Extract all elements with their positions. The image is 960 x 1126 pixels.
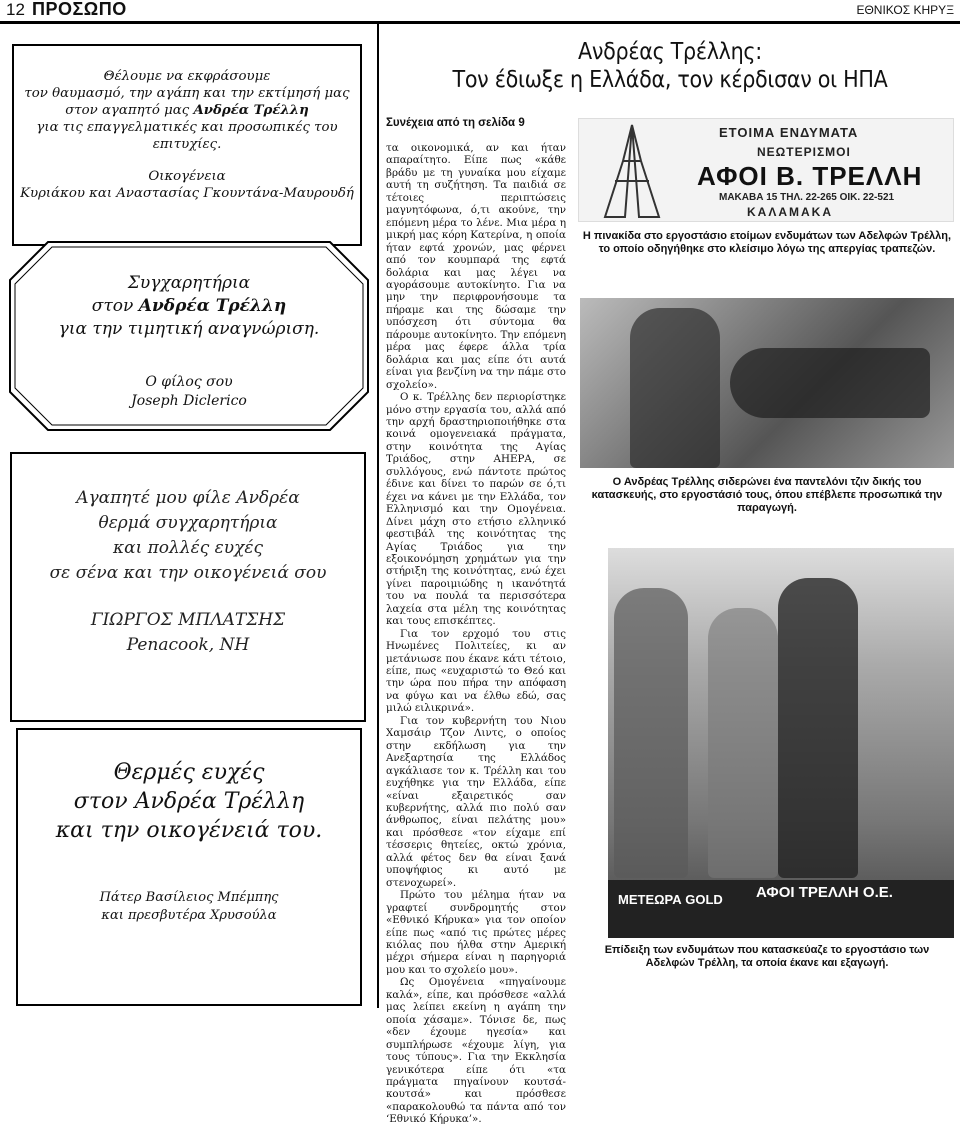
ad-text: και πολλές ευχές: [112, 538, 264, 558]
sign-text: ΑΦΟΙ Β. ΤΡΕΛΛΗ: [697, 161, 923, 191]
ad-text: επιτυχίες.: [152, 137, 222, 152]
ad-signature: Penacook, NH: [126, 635, 250, 655]
banner-text: ΜΕΤΕΩΡΑ GOLD: [618, 892, 723, 907]
photo-caption: Ο Ανδρέας Τρέλλης σιδερώνει ένα παντελόνι τζιν δικής του κατασκευής, στο εργοστάσιό τους, όπου επέβλεπε προσωπικά την παραγωγή.: [591, 476, 943, 514]
man-figure: [630, 308, 720, 468]
ad-signature: Ο φίλος σου: [145, 374, 233, 390]
article-headline: [386, 38, 954, 94]
fashion-show-photo: [608, 548, 954, 938]
ad-text: σε σένα και την οικογένειά σου: [49, 563, 327, 583]
ad-text: και την οικογένειά του.: [55, 818, 323, 843]
sign-text: ΝΕΩΤΕΡΙΣΜΟΙ: [757, 145, 851, 159]
press-machine: [730, 348, 930, 418]
honoree-name: Ανδρέα Τρέλλη: [193, 103, 309, 118]
ad-text: Θερμές ευχές: [113, 760, 265, 785]
article-paragraph: Για τον ερχομό του στις Ηνωμένες Πολιτείες, κι αν μετάνιωσε που έκανε κάτι τέτοιο, είπε, πως «ευχαριστώ το Θεό και την ώρα που πήρα την απόφαση να φύγω και να έλθω εδώ, σας μιλώ ειλικρινά».: [386, 627, 566, 715]
ad-text: στον Ανδρέα Τρέλλη: [91, 296, 287, 316]
photo-caption: Επίδειξη των ενδυμάτων που κατασκεύαζε το εργοστάσιο των Αδελφών Τρέλλη, τα οποία έκανε και εξαγωγή.: [604, 944, 930, 969]
sign-text: ΜΑΚΑΒΑ 15 ΤΗΛ. 22-265 ΟΙΚ. 22-521: [719, 192, 895, 203]
headline-line: Τον έδιωξε η Ελλάδα, τον κέρδισαν οι ΗΠΑ: [452, 67, 888, 93]
ad-text: τον θαυμασμό, την αγάπη και την εκτίμησή μας: [24, 86, 350, 101]
ad-text: θερμά συγχαρητήρια: [98, 513, 278, 533]
newspaper-name: ΕΘΝΙΚΟΣ ΚΗΡΥΞ: [856, 3, 954, 17]
article-paragraph: Ο κ. Τρέλλης δεν περιορίστηκε μόνο στην εργασία του, αλλά από την αρχή δραστηριοποιήθηκε στα κοινά ομογενειακά πράγματα, στην κοινότητα της Αγίας Τριάδος, στην ΑΗΕΡΑ, σε συλλόγους, ενώ πάντοτε πρώτος έδινε και δίνει το παρών σε ό,τι έχει να κάνει με την Ελλάδα, τον Ελληνισμό και την Ομογένεια. Δίνει μάχη στο ετήσιο ελληνικό φεστιβάλ της κοινότητας της Αγίας Τριάδος για την εξοικονόμηση χρημάτων για την στήριξη της κοινότητας, ενώ έχει γίνει παροιμιώδης η ικανότητά του να πουλά τα περισσότερα λαχεία στα μέλη της κοινότητας και τους επισκέπτες.: [386, 391, 566, 628]
ad-box-congratulations: [8, 240, 370, 432]
ad-box-friend-wishes: [10, 452, 366, 722]
sign-text: ΕΤΟΙΜΑ ΕΝΔΥΜΑΤΑ: [719, 125, 859, 140]
model-figure: [708, 608, 778, 878]
continuation-note: Συνέχεια από τη σελίδα 9: [386, 117, 525, 129]
ad-text: Συγχαρητήρια: [127, 273, 251, 293]
headline-line: Ανδρέας Τρέλλης:: [578, 39, 762, 65]
page-header: [0, 0, 960, 22]
article-paragraph: Πρώτο του μέλημα ήταν να γραφτεί συνδρομητής στον «Εθνικό Κήρυκα» για τον οποίον είπε πως «από τις πρώτες μέρες κιόλας που ήλθα στην Αμερική μέχρι σήμερα είναι η παρηγοριά μου και το σχολείο μου».: [386, 889, 566, 976]
ads-column: [0, 24, 378, 1008]
article-paragraph: τα οικονομικά, αν και ήταν απαραίτητο. Είπε πως «κάθε βράδυ με τη γυναίκα μου είχαμε αυτή τη συζήτηση. Τα παιδιά σε τέτοιες περιπτώσεις μαγνητόφωνα, ό,τι ακούνε, την επόμενη μέρα το λένε. Μια μέρα η μικρή μας κόρη Κατερίνα, η οποία ήταν εφτά χρονών, μας φέρνει από τον κουμπαρά της εφτά δολάρια και μας λέγει να αγοράσουμε αυτοκίνητο. Για να μην την περιφρονήσουμε τα πήραμε και της δώσαμε την υπόσχεση ότι σύντομα θα πάρουμε αυτοκίνητο. Την επόμενη μέρα μας έφερε άλλα τρία δολάρια και μας είπε ότι αυτά είναι για βενζίνη να την πάμε στο σχολείο».: [386, 142, 566, 391]
ad-signature: ΓΙΩΡΓΟΣ ΜΠΛΑΤΣΗΣ: [90, 610, 286, 630]
ad-text: Θέλουμε να εκφράσουμε: [103, 69, 271, 84]
ad-text: στον Ανδρέα Τρέλλη: [73, 789, 305, 814]
ad-signature: και πρεσβυτέρα Χρυσούλα: [101, 908, 277, 923]
ad-text: για τις επαγγελματικές και προσωπικές του: [36, 120, 338, 135]
ad-signature: Joseph Diclerico: [131, 393, 247, 409]
ad-box-admiration: [12, 44, 362, 246]
ad-text: στον αγαπητό μας Ανδρέα Τρέλλη: [65, 103, 309, 118]
model-figure: [614, 588, 688, 878]
eiffel-tower-icon: [587, 121, 677, 221]
article-paragraph: Για τον κυβερνήτη του Νιου Χαμσάιρ Τζον Λιντς, ο οποίος στην εκδήλωση για την Ανεξαρτησία της Ελλάδος αγκάλιασε τον κ. Τρέλλη και του ευχήθηκε για την Ελλάδα, είπε «είναι εξαιρετικός σαν κυβερνήτης, αλλά πιο πολύ σαν άνθρωπος, είναι πελάτης μου» και πρόσθεσε «τον είχαμε επί τέσσερις θητείες, οκτώ χρόνια, αλλά φέτος δεν θα είναι ξανά υποψήφιος κι αυτό με στενοχωρεί».: [386, 714, 566, 889]
ad-text: για την τιμητική αναγνώριση.: [58, 319, 320, 339]
ad-signature: Κυριάκου και Αναστασίας Γκουντάνα-Μαυρουδή: [20, 186, 354, 201]
banner-text: ΑΦΟΙ ΤΡΕΛΛΗ Ο.Ε.: [756, 884, 893, 901]
page-number: 12: [6, 0, 25, 19]
column-rule: [377, 24, 379, 1008]
ironing-photo: [580, 298, 954, 468]
ad-signature: Οικογένεια: [148, 169, 226, 184]
article-body: [386, 142, 566, 1126]
section-title: ΠΡΟΣΩΠΟ: [32, 0, 127, 19]
ad-box-warm-wishes: [16, 728, 362, 1006]
sign-text: ΚΑΛΑΜΑΚΑ: [747, 205, 833, 219]
article-paragraph: Ως Ομογένεια «πηγαίνουμε καλά», είπε, και πρόσθεσε «αλλά μας λείπει εκείνη η αγάπη την οποία χάσαμε». Τόνισε δε, πως «δεν έχουμε ηγεσία» και συμπλήρωσε «έχουμε λίγη, για τους τύπους». Για την Εκκλησία γενικότερα είπε ότι «τα πράγματα πηγαίνουν κουτσά-κουτσά» και πρόσθεσε «παρακολουθώ τα πάντα από τον ‘Εθνικό Κήρυκα’».: [386, 976, 566, 1126]
factory-sign-photo: [578, 118, 954, 222]
honoree-name: Ανδρέα Τρέλλη: [138, 296, 287, 316]
ad-signature: Πάτερ Βασίλειος Μπέμπης: [99, 890, 279, 905]
brand-banner: [608, 880, 954, 938]
model-figure: [778, 578, 858, 878]
ad-text: Αγαπητέ μου φίλε Ανδρέα: [76, 488, 300, 508]
photo-caption: Η πινακίδα στο εργοστάσιο ετοίμων ενδυμάτων των Αδελφών Τρέλλη, το οποίο οδηγήθηκε στο κλείσιμο λόγω της απεργίας τραπεζών.: [582, 230, 952, 255]
